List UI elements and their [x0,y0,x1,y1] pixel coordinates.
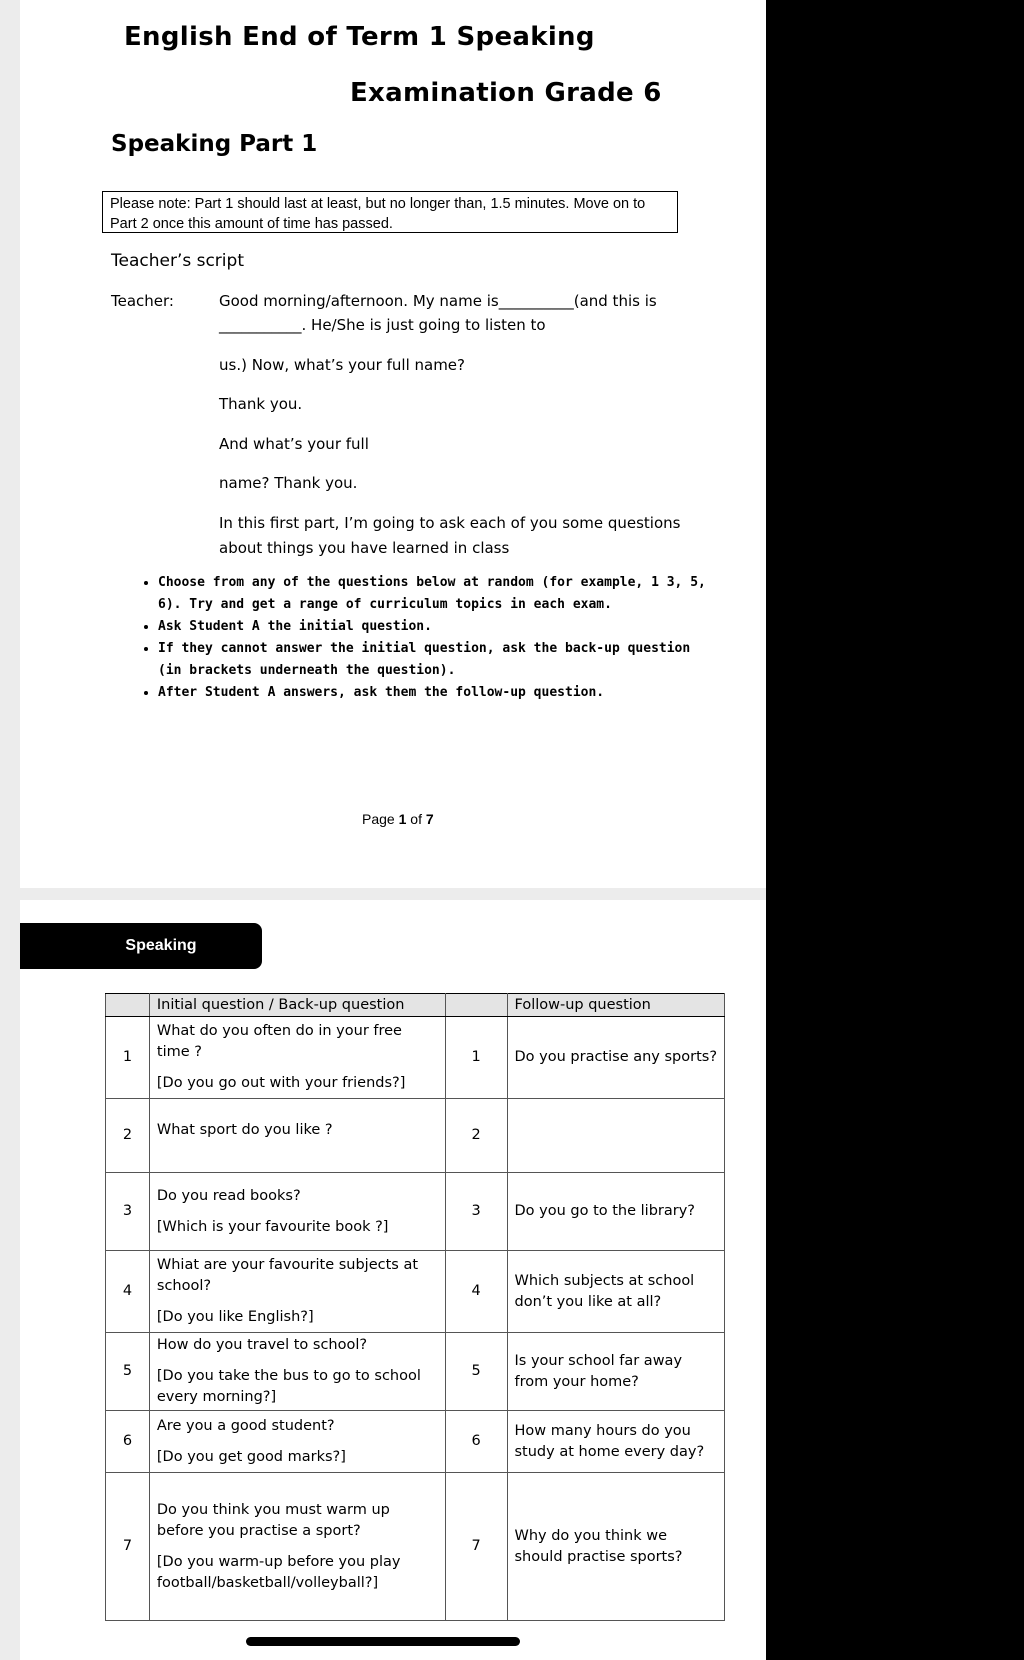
row-number-2: 6 [445,1411,507,1473]
row-number-2: 4 [445,1251,507,1333]
initial-question: Do you think you must warm up before you practise a sport? [156,1501,390,1539]
instruction-item: • If they cannot answer the initial question, ask the back-up question (in brackets underneath the question). [158,638,718,682]
row-number: 6 [106,1411,150,1473]
table-row [106,1411,725,1473]
script-heading: Teacher’s script [111,251,244,271]
followup-question: Why do you think we should practise sports? [507,1473,725,1621]
question-cell [149,1333,445,1411]
black-side-panel [766,0,1024,1660]
part-heading: Speaking Part 1 [111,131,318,157]
row-number-2: 3 [445,1173,507,1251]
script-line: Good morning/afternoon. My name is__________(and this is [219,292,657,310]
table-row [106,1099,725,1173]
header-followup-question: Follow-up question [507,994,725,1017]
question-cell [149,1473,445,1621]
question-cell [149,1411,445,1473]
instruction-item: • Choose from any of the questions below at random (for example, 1 3, 5, 6). Try and get a range of curriculum topics in each exam. [158,572,718,616]
initial-question: What do you often do in your free time ? [156,1023,402,1060]
row-number: 1 [106,1017,150,1099]
document-page-1 [20,0,766,888]
instruction-item: • Ask Student A the initial question. [158,616,718,638]
initial-question: What sport do you like ? [156,1122,333,1138]
header-num-2 [445,994,507,1017]
page-number-total: 7 [425,811,434,827]
question-cell [149,1173,445,1251]
table-row [106,1173,725,1251]
script-line: In this first part, I’m going to ask each of you some questions [219,514,681,532]
header-initial-question: Initial question / Back-up question [149,994,445,1017]
initial-question: How do you travel to school? [156,1337,368,1353]
row-number: 2 [106,1099,150,1173]
header-num [106,994,150,1017]
row-number: 3 [106,1173,150,1251]
initial-question: Are you a good student? [156,1417,335,1434]
script-line: about things you have learned in class [219,539,510,557]
backup-question: [Do you go out with your friends?] [156,1075,406,1091]
instruction-item: • After Student A answers, ask them the follow-up question. [158,682,718,704]
backup-question: [Do you like English?] [156,1309,314,1325]
row-number: 5 [106,1333,150,1411]
row-number-2: 1 [445,1017,507,1099]
followup-question: How many hours do you study at home every day? [507,1411,725,1473]
script-line: Thank you. [219,395,303,413]
table-row [106,1017,725,1099]
backup-question: [Do you take the bus to go to school every morning?] [156,1368,421,1405]
home-indicator-bar[interactable] [246,1637,520,1646]
question-cell [149,1099,445,1173]
script-line: us.) Now, what’s your full name? [219,356,465,374]
script-line: name? Thank you. [219,474,358,492]
script-line: And what’s your full [219,435,369,453]
page-number [362,811,434,827]
title-line-1: English End of Term 1 Speaking [124,22,595,52]
table-row [106,1473,725,1621]
script-line: ___________. He/She is just going to listen to [219,316,546,334]
note-box: Please note: Part 1 should last at least, but no longer than, 1.5 minutes. Move on to Part 2 once this amount of time has passed. [102,191,678,233]
question-cell [149,1251,445,1333]
row-number-2: 7 [445,1473,507,1621]
page-number-prefix: Page [362,811,399,827]
row-number-2: 5 [445,1333,507,1411]
row-number: 7 [106,1473,150,1621]
row-number-2: 2 [445,1099,507,1173]
speaking-section-tab: Speaking [20,923,262,969]
followup-question: Do you go to the library? [507,1173,725,1251]
question-cell [149,1017,445,1099]
initial-question: Do you read books? [156,1187,301,1204]
followup-question: Which subjects at school don’t you like at all? [507,1251,725,1333]
backup-question: [Which is your favourite book ?] [156,1218,389,1235]
table-row [106,1333,725,1411]
followup-question [507,1099,725,1173]
followup-question: Is your school far away from your home? [507,1333,725,1411]
teacher-label: Teacher: [111,292,174,310]
page-number-of: of [406,811,426,827]
questions-table [105,993,725,1621]
table-row [106,1251,725,1333]
page-number-current: 1 [398,811,407,827]
table-header-row [106,994,725,1017]
row-number: 4 [106,1251,150,1333]
backup-question: [Do you get good marks?] [156,1448,346,1465]
title-line-2: Examination Grade 6 [350,78,662,108]
initial-question: Whiat are your favourite subjects at school? [156,1257,419,1294]
followup-question: Do you practise any sports? [507,1017,725,1099]
instructions-list [128,572,718,704]
backup-question: [Do you warm-up before you play football/basketball/volleyball?] [156,1553,401,1591]
